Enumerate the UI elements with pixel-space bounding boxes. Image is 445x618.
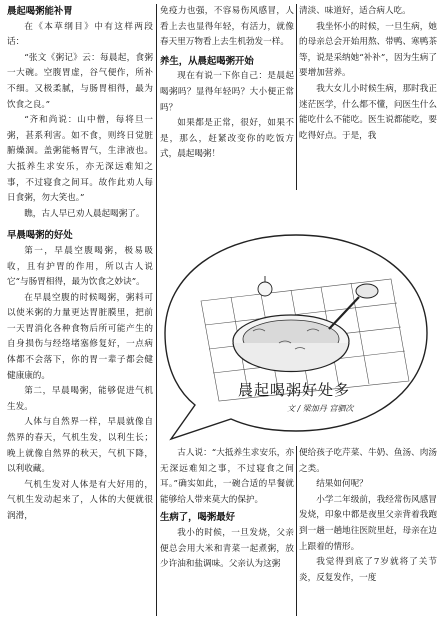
paragraph: 我坐怀小的时候，一旦生病，她的母亲总会开始用熬、带鸭、寒鸭茶等，说是采纳她“补补”，因为生病了要增加营养。: [299, 21, 437, 79]
paragraph: 瞧，古人早已劝人晨起喝粥了。: [24, 208, 145, 219]
article-byline: 文 / 梁加丹 宫驷次: [287, 404, 354, 413]
paragraph: 人体与自然界一样，早晨就像自然界的春天，气机生发，以利生长；晚上就像自然界的秋天，气机下降，以利收藏。: [7, 417, 153, 475]
section-heading: 养生，从晨起喝粥开始: [160, 55, 254, 67]
paragraph: 便给孩子吃芹菜、牛奶、鱼汤、肉汤之类。: [299, 448, 437, 474]
paragraph: 我觉得到底了7岁就将了关节炎，反复发作，一度: [299, 557, 437, 583]
column-2-top: [160, 4, 294, 190]
paragraph: 我小的时候，一旦发烧，父亲便总会用大米和青菜一起煮粥，放少许油和盐调味。父亲认为这粥: [160, 527, 294, 570]
paragraph: 我大女儿小时候生病，那时我正迷茫医学，什么都不懂，问医生什么能吃什么不能吃。医生说都能吃，要吃得好点。于是，我: [299, 83, 437, 141]
section-heading: 晨起喝粥能补胃: [7, 6, 73, 17]
paragraph: 清淡、味道好，适合病人吃。: [299, 6, 411, 16]
paragraph: 第二，早晨喝粥，能够促进气机生发。: [7, 386, 153, 412]
paragraph: 现在有说一下你自己：是晨起喝粥吗？显得年轻吗？大小便正常吗？: [160, 71, 294, 113]
column-divider: [296, 446, 297, 616]
paragraph: 免疫力也强，不容易伤风感冒，人看上去也显得年轻，有活力，就像春天里万物看上去生机勃发一样。: [160, 6, 294, 48]
section-heading: 早晨喝粥的好处: [7, 230, 73, 242]
column-1: [7, 4, 153, 616]
paragraph: 古人说：“大抵养生求安乐，亦无深远难知之事，不过寝食之间耳。”确实如此，一碗合适的早餐就能够给人带来莫大的保护。: [160, 448, 294, 505]
paragraph: 在《本草纲目》中有这样两段话：: [7, 21, 153, 48]
article-title: 晨起喝粥好处多: [238, 381, 351, 399]
paragraph: 如果都是正常，很好，如果不是，那么，赶紧改变你的吃饭方式，晨起喝粥！: [160, 118, 294, 160]
porridge-bowl-icon: [233, 315, 349, 372]
column-3-bottom: [299, 446, 437, 616]
paragraph: 小学二年级前，我经常伤风感冒发烧，印象中都是夜里父亲背着我跑到一趟一趟地往医院里赶，母亲在边上跟着的情形。: [299, 494, 437, 552]
quote-paragraph: “张文《粥记》云：每晨起，食粥一大碗。空腹胃虚，谷气便作，所补不细。又极柔腻，与肠胃相得，最为饮食之良。”: [7, 52, 153, 110]
paragraph: 第一，早晨空腹喝粥，极易吸收，且有护胃的作用，所以古人说它“与肠胃相得，最为饮食之妙诀”。: [7, 245, 153, 288]
quote-paragraph: “齐和尚说：山中僧，每将旦一粥，甚系利害。如不食，则终日觉脏腑燥涸。盖粥能畅胃气，生津液也。大抵养生求安乐，亦无深远难知之事，不过寝食之间耳。故作此劝人每日食粥，勿大笑也。”: [7, 115, 153, 204]
column-divider: [156, 4, 157, 616]
section-heading: 生病了，喝粥最好: [160, 512, 236, 524]
column-3-top: [299, 4, 437, 190]
paragraph: 在早晨空腹的时候喝粥，粥料可以使米粥的力量更达胃脏膜里，把前一天胃消化各种食物后所可能产生的自身损伤与经络堵塞修复好，一点病体都不会落下，你的胃一辈子都会健健康康的。: [7, 292, 153, 381]
paragraph: 气机生发对人体是有大好用的，气机生发动起来了，人体的大便就很润滑，: [7, 479, 153, 521]
paragraph: 结果如何呢？: [316, 479, 368, 490]
column-divider: [296, 4, 297, 190]
column-2-bottom: [160, 446, 294, 616]
